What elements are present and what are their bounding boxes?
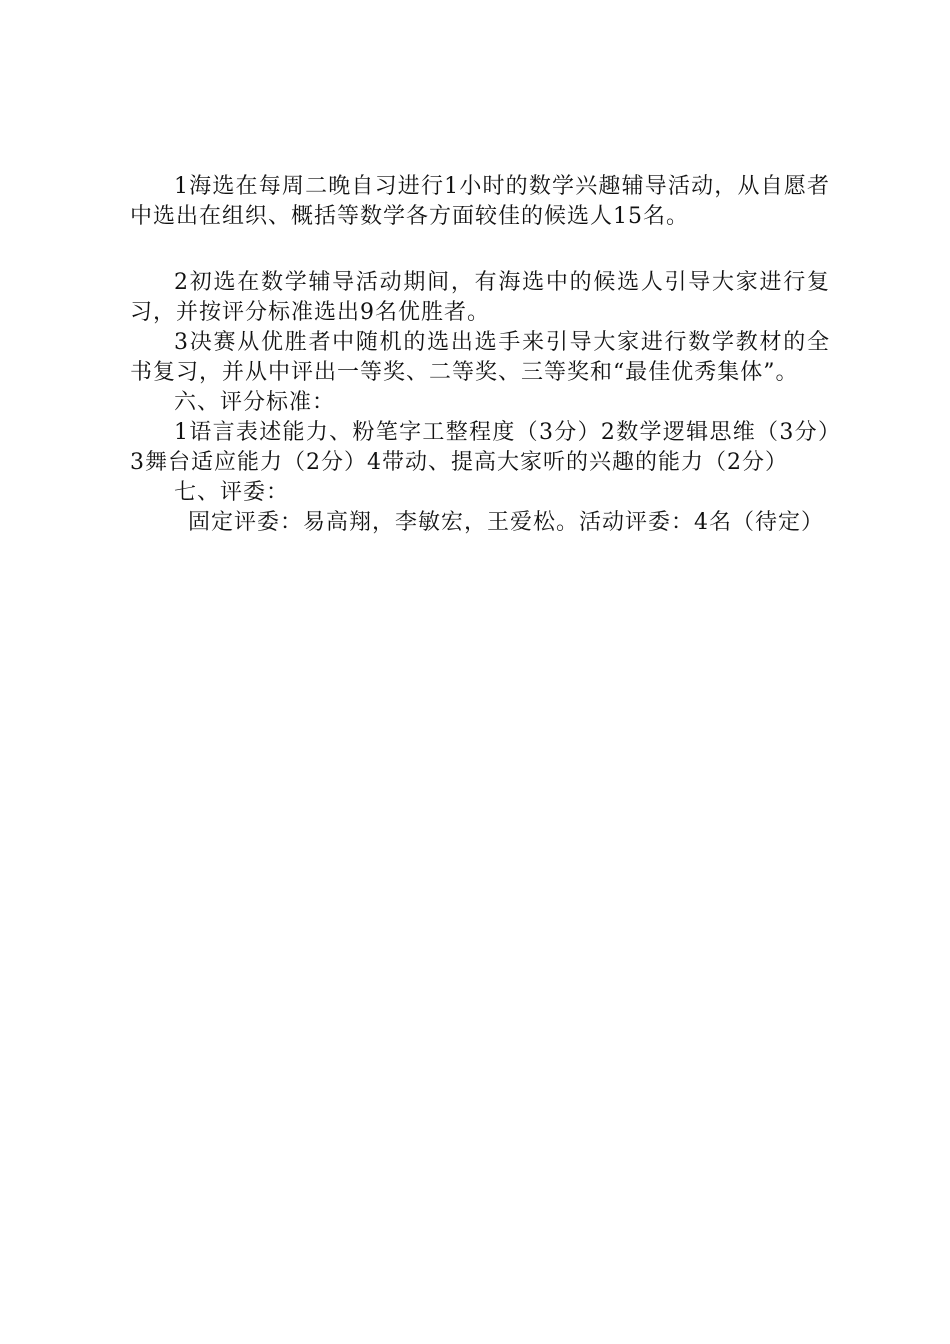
paragraph-gap [130,232,830,268]
paragraph-juesai: 3决赛从优胜者中随机的选出选手来引导大家进行数学教材的全书复习，并从中评出一等奖、二等奖、三等奖和“最佳优秀集体”。 [130,330,830,385]
paragraph-judges: 固定评委：易高翔，李敏宏，王爱松。活动评委：4名（待定） [188,510,824,535]
paragraph-chuxuan: 2初选在数学辅导活动期间，有海选中的候选人引导大家进行复习，并按评分标准选出9名优胜者。 [130,270,830,325]
paragraph-scoring-criteria: 1语言表述能力、粉笔字工整程度（3分）2数学逻辑思维（3分）3舞台适应能力（2分）4带动、提高大家听的兴趣的能力（2分） [130,420,830,475]
section-heading-scoring: 六、评分标准： [174,390,336,415]
section-heading-judges: 七、评委： [174,480,290,505]
document-body [130,172,830,538]
paragraph-haixuan: 1海选在每周二晚自习进行1小时的数学兴趣辅导活动，从自愿者中选出在组织、概括等数学各方面较佳的候选人15名。 [130,174,830,229]
